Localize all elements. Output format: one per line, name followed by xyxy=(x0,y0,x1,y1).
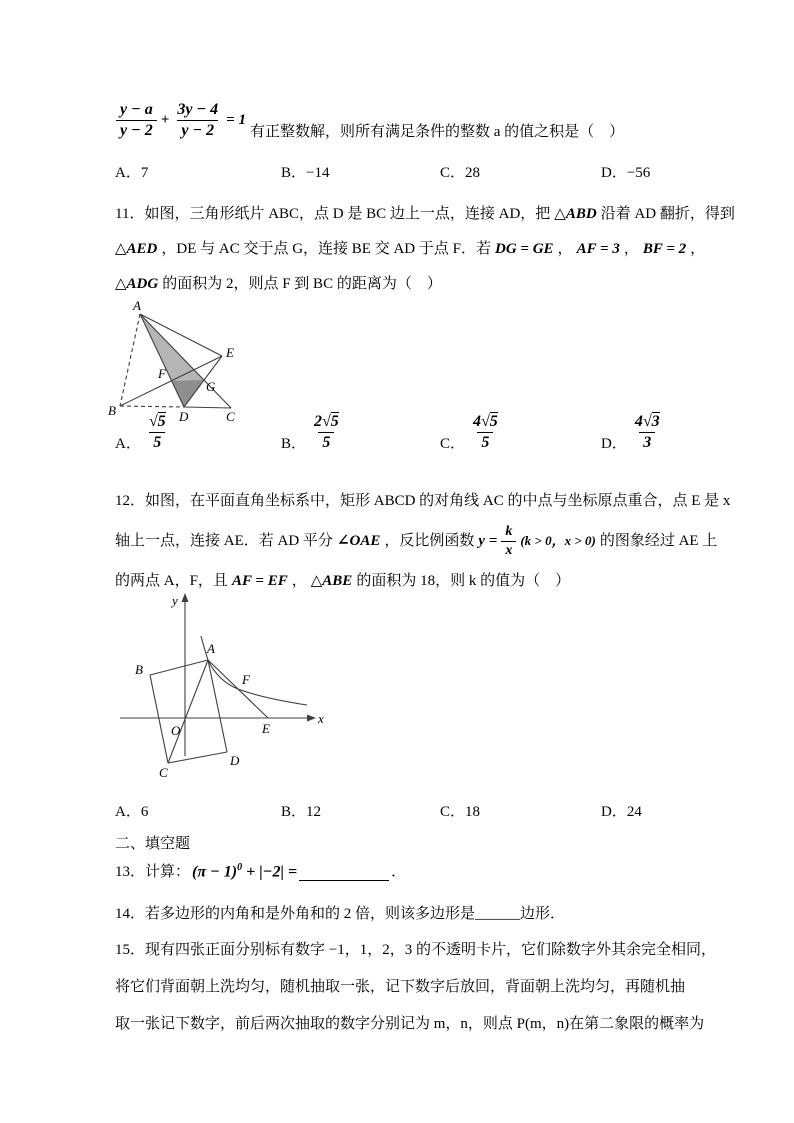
q11-line-2 xyxy=(115,231,735,266)
q12-triangle-abe: △ABE xyxy=(310,573,353,589)
q11-l2-comma3: ， xyxy=(690,241,706,257)
coefficient: 4 xyxy=(473,413,482,430)
question-11-text xyxy=(115,196,735,301)
q11-l1-text: 11．如图，三角形纸片 ABC，点 D 是 BC 边上一点，连接 AD，把 xyxy=(115,206,551,222)
q13-rest: + |−2| = xyxy=(242,863,298,880)
q12-l1-text: 12．如图，在平面直角坐标系中，矩形 ABCD 的对角线 AC 的中点与坐标原点重合，点 E 是 x xyxy=(115,493,731,509)
q12-frac-numerator: k xyxy=(505,524,513,540)
radicand: 5 xyxy=(157,413,166,430)
q10-option-d: D．−56 xyxy=(601,165,651,181)
q10-option-a: A．7 xyxy=(115,165,149,181)
q12-l2-text2: ，反比例函数 xyxy=(384,533,475,549)
q10-option-b: B．−14 xyxy=(281,165,330,181)
fig1-label-e: E xyxy=(226,345,234,360)
q11-option-c xyxy=(440,412,601,453)
q12-l2-text3: 的图象经过 AE 上 xyxy=(599,533,718,549)
diagonal-ac xyxy=(168,660,208,763)
section-2-title: 二、填空题 xyxy=(115,836,191,852)
q10-frac1-denominator: y − 2 xyxy=(116,120,157,141)
q11-l1-text2: 沿着 AD 翻折，得到 xyxy=(600,206,735,222)
fig2-label-o: O xyxy=(171,723,181,738)
q11-l3-text: 的面积为 2，则点 F 到 BC 的距离为（ ） xyxy=(162,276,442,292)
q11-triangle-abd: △ABD xyxy=(554,206,597,222)
q11-option-c-label: C． xyxy=(440,436,466,452)
q12-domain-condition: (k > 0，x > 0) xyxy=(520,533,596,548)
q15-line-3: 取一张记下数字，前后两次抽取的数字分别记为 m，n，则点 P(m，n)在第二象限的概率为 xyxy=(115,1016,705,1032)
q11-figure xyxy=(103,295,253,427)
side-ab xyxy=(150,660,208,675)
x-axis-arrow xyxy=(307,715,316,722)
q12-k-over-x-fraction xyxy=(501,523,516,559)
radical-sign: √ xyxy=(148,413,158,430)
q11-l2-comma2: ， xyxy=(623,241,639,257)
fig2-label-d: D xyxy=(230,753,240,768)
q12-option-a: A．6 xyxy=(115,804,149,820)
fig2-label-x: x xyxy=(318,711,324,726)
q12-figure xyxy=(110,588,330,788)
q11-option-b-fraction xyxy=(310,412,343,453)
fig1-label-b: B xyxy=(108,403,116,418)
q12-line-1 xyxy=(115,486,730,516)
q11-option-c-fraction xyxy=(469,412,502,453)
q12-l3-comma: ， xyxy=(291,573,307,589)
q11-option-c-denominator: 5 xyxy=(477,432,493,453)
q11-option-b-label: B． xyxy=(281,436,307,452)
q13-exponent: 0 xyxy=(237,861,243,873)
q15-line-1: 15．现有四张正面分别标有数字 −1，1，2，3 的不透明卡片，它们除数字外其余完全相同， xyxy=(115,942,716,958)
fig1-label-c: C xyxy=(226,409,235,424)
q11-option-d-numerator xyxy=(631,412,664,432)
q11-option-d-fraction xyxy=(631,412,664,453)
edge-bd-dashed xyxy=(120,406,184,407)
question-15 xyxy=(115,932,716,1043)
q11-bf-2: BF = 2 xyxy=(642,241,687,257)
radical-sign: √ xyxy=(481,413,490,430)
side-bc xyxy=(150,675,168,763)
q10-frac2-denominator: y − 2 xyxy=(177,120,218,141)
q10-fraction-2 xyxy=(173,100,222,141)
q11-l2-comma1: ， xyxy=(557,241,573,257)
q13-expression xyxy=(192,862,297,881)
q11-option-b xyxy=(281,412,440,453)
q10-stem: 有正整数解，则所有满足条件的整数 a 的值之积是（ ） xyxy=(249,124,625,140)
fig1-label-d: D xyxy=(179,409,189,424)
q11-option-a-denominator: 5 xyxy=(149,432,165,453)
q12-l3-text1: 的两点 A，F，且 xyxy=(115,573,228,589)
fig2-label-a: A xyxy=(207,641,215,656)
q15-line-2: 将它们背面朝上洗均匀，随机抽取一张，记下数字后放回，背面朝上洗均匀，再随机抽 xyxy=(115,979,686,995)
q11-af-3: AF = 3 xyxy=(576,241,620,257)
fig1-label-g: G xyxy=(206,379,216,394)
q10-options xyxy=(115,161,775,182)
plus-sign: + xyxy=(160,112,170,128)
q12-option-b: B．12 xyxy=(281,804,322,820)
q11-line-1 xyxy=(115,196,735,231)
fig2-label-f: F xyxy=(242,672,250,687)
coefficient: 2 xyxy=(314,413,323,430)
q11-option-b-numerator xyxy=(310,412,343,432)
q11-triangle-aed: △AED xyxy=(115,241,158,257)
radical-sign: √ xyxy=(322,413,331,430)
y-axis-arrow xyxy=(182,593,189,602)
q10-option-c: C．28 xyxy=(440,165,481,181)
q11-dg-ge: DG = GE xyxy=(494,241,554,257)
q11-option-b-denominator: 5 xyxy=(318,432,334,453)
q13-prefix: 13．计算： xyxy=(115,864,191,880)
q12-option-c: C．18 xyxy=(440,804,481,820)
radical-sign: √ xyxy=(642,413,652,430)
answer-blank xyxy=(299,865,389,881)
side-cd xyxy=(168,752,227,763)
q12-line-2 xyxy=(115,516,730,566)
q12-option-d: D．24 xyxy=(601,804,642,820)
q12-angle-oae: ∠OAE xyxy=(336,533,381,549)
fig2-label-b: B xyxy=(135,662,143,677)
q11-option-a xyxy=(115,412,281,453)
q12-frac-denominator: x xyxy=(501,541,516,560)
fig2-label-c: C xyxy=(159,765,168,780)
question-10 xyxy=(116,100,624,141)
question-13 xyxy=(115,860,406,881)
q11-option-d xyxy=(601,412,775,453)
equals-one: = 1 xyxy=(226,112,246,128)
q11-option-d-denominator: 3 xyxy=(639,432,655,453)
q11-triangle-adg: △ADG xyxy=(115,276,159,292)
radicand: 5 xyxy=(489,413,498,430)
radicand: 5 xyxy=(330,413,339,430)
fig1-label-f: F xyxy=(158,366,166,381)
q13-period: ． xyxy=(391,864,407,880)
question-14: 14．若多边形的内角和是外角和的 2 倍，则该多边形是______边形． xyxy=(115,906,566,922)
radicand: 3 xyxy=(651,413,660,430)
edge-dc xyxy=(184,407,231,408)
fig2-label-e: E xyxy=(262,721,270,736)
edge-ab-dashed xyxy=(120,314,140,406)
q12-y-equals: y = xyxy=(478,533,498,549)
q10-frac1-numerator: y − a xyxy=(120,101,153,118)
fig2-label-y: y xyxy=(172,593,178,608)
q13-base: (π − 1) xyxy=(192,863,238,880)
q10-fraction-1 xyxy=(116,100,157,141)
q11-l2-text: ，DE 与 AC 交于点 G，连接 BE 交 AD 于点 F．若 xyxy=(161,241,491,257)
hyperbola-curve xyxy=(201,636,307,705)
q11-option-a-fraction xyxy=(145,412,170,453)
q12-options xyxy=(115,800,775,821)
coefficient: 4 xyxy=(634,413,643,430)
question-12-text xyxy=(115,486,730,596)
q12-af-ef: AF = EF xyxy=(231,573,288,589)
shaded-triangle-fdg xyxy=(172,380,204,407)
q11-options xyxy=(115,412,775,453)
q10-frac2-numerator: 3y − 4 xyxy=(177,101,219,118)
q11-option-c-numerator xyxy=(469,412,502,432)
q12-l3-text2: 的面积为 18，则 k 的值为（ ） xyxy=(356,573,571,589)
q11-option-d-label: D． xyxy=(601,436,627,452)
fig1-label-a: A xyxy=(133,298,141,313)
q11-option-a-label: A． xyxy=(115,436,141,452)
q11-option-a-numerator xyxy=(145,412,170,432)
q12-l2-text1: 轴上一点，连接 AE．若 AD 平分 xyxy=(115,533,333,549)
